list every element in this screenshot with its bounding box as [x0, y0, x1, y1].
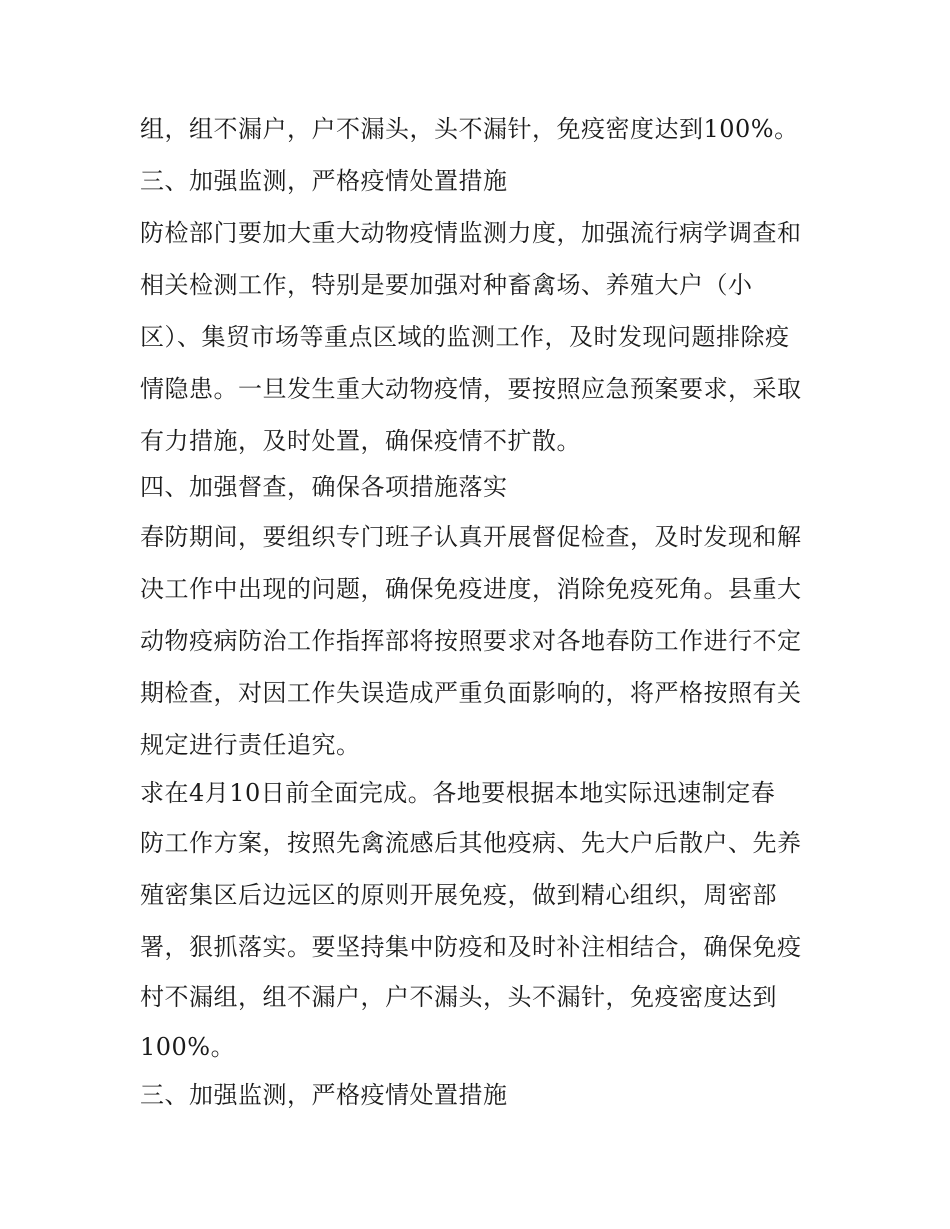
text-line: 防检部门要加大重大动物疫情监测力度，加强流行病学调查和 [140, 219, 802, 247]
section-heading: 四、加强督查，确保各项措施落实 [140, 473, 508, 501]
text-line: 100%。 [140, 1033, 236, 1061]
text-line: 组，组不漏户，户不漏头，头不漏针，免疫密度达到100%。 [140, 115, 799, 143]
text-line: 村不漏组，组不漏户，户不漏头，头不漏针，免疫密度达到 [140, 983, 777, 1011]
section-heading: 三、加强监测，严格疫情处置措施 [140, 1081, 508, 1109]
text-line: 殖密集区后边远区的原则开展免疫，做到精心组织，周密部 [140, 881, 777, 909]
section-heading: 三、加强监测，严格疫情处置措施 [140, 167, 508, 195]
text-line: 决工作中出现的问题，确保免疫进度，消除免疫死角。县重大 [140, 575, 802, 603]
text-line: 动物疫病防治工作指挥部将按照要求对各地春防工作进行不定 [140, 627, 802, 655]
text-line: 春防期间，要组织专门班子认真开展督促检查，及时发现和解 [140, 523, 802, 551]
text-line: 区）、集贸市场等重点区域的监测工作，及时发现问题排除疫 [140, 323, 790, 351]
text-line: 署，狠抓落实。要坚持集中防疫和及时补注相结合，确保免疫 [140, 933, 802, 961]
text-line: 求在4月10日前全面完成。各地要根据本地实际迅速制定春 [140, 779, 776, 807]
text-line: 情隐患。一旦发生重大动物疫情，要按照应急预案要求，采取 [140, 375, 802, 403]
text-line: 相关检测工作，特别是要加强对种畜禽场、养殖大户（小 [140, 271, 753, 299]
text-line: 规定进行责任追究。 [140, 731, 361, 759]
text-line: 防工作方案，按照先禽流感后其他疫病、先大户后散户、先养 [140, 829, 802, 857]
text-line: 期检查，对因工作失误造成严重负面影响的，将严格按照有关 [140, 679, 802, 707]
text-line: 有力措施，及时处置，确保疫情不扩散。 [140, 427, 581, 455]
